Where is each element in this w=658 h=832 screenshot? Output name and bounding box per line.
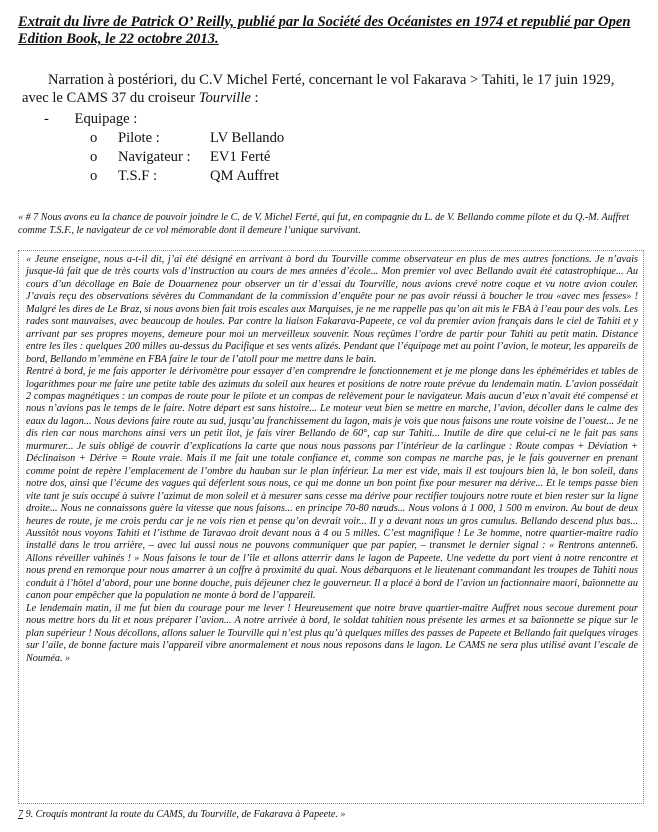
list-bullet: o (90, 168, 98, 184)
ship-name: Tourville (198, 90, 251, 106)
narration-paragraph (22, 71, 638, 107)
list-bullet: o (90, 130, 98, 146)
quote-box (18, 250, 644, 804)
crew-name: LV Bellando (210, 130, 285, 146)
equipage-label: Equipage : (74, 111, 138, 127)
crew-role: Navigateur : (118, 149, 191, 165)
equipage-dash: - (44, 111, 49, 127)
crew-role: T.S.F : (118, 168, 158, 184)
quote-paragraph: Rentré à bord, je me fais apporter le dérivomètre pour essayer d’en comprendre le fonctionnement et je me plonge dans les éphémérides et tables de logarithmes pour me faire une petite table des azimuts du soleil aux heures et positions de notre route prévue du lendemain matin. L’avion possédait 2 compas magnétiques : un compas de route pour le pilote et un compas de relèvement pour le navigateur. Mais aucun d’eux n’avait été compensé et nous n’avions pas le temps de le faire. Notre départ est sans histoire... Le moteur veut bien se mettre en marche, l’avion, décoller dans le calme des eaux du lagon... Nous devions faire route au sud, jusqu’au franchissement du lagon, mais je vois que nous faisons une route voisine de l’ouest... Je ne dis rien car nous marchons ainsi vers un petit îlot, je fais virer Bellando de 60°, cap sur Tahiti... Inutile de dire que celui-ci ne le fait pas sans murmurer... Je suis obligé de couvrir d’explications la carte que nous nous passons par l’intérieur de la carlingue : Route compas + Déviation + Déclinaison + Dérive = Route vraie. Mais il me fait une totale confiance et, comme son compas ne marche pas, je le fais gouverner en prenant comme point de repère l’emplacement de l’ombre du hauban sur le plan inférieur. La mer est vide, mais il est toujours bien là, le bon soleil, dans notre dos, ainsi que l’écume des vagues qui déferlent sous nous, ce qui me donne un bon point fixe pour mesurer ma dérive... Et le temps passe bien vite tant je suis occupé à suivre l’azimut de mon soleil et à mesurer sans cesse ma dérive pour rectifier toujours notre route et bien rester sur la ligne droite... Nous ne connaissons guère la vitesse que nous faisons... en principe 70-80 nœuds... Nous volons à 1 000, 1 500 m environ. Au bout de deux heures de route, je me crois perdu car je ne vois rien et pense qu’on devrait voir... Il y a devant nous un gros cumulus. Bellando descend plus bas... Aussitôt nous voyons Tahiti et l’isthme de Taravao droit devant nous à 4 ou 5 milles. C’est magnifique ! Le 3e homme, notre quartier-maître radio installé dans le trou arrière, – avec lui aussi nous ne pouvons communiquer que par papier, – transmet le dernier signal : « Rentrons antenne6. Allons réveiller vahinés ! » Nous faisons le tour de l’île et allons atterrir dans le lagon de Papeete. Une vedette du port vient à notre rencontre et nous prend en remorque pour nous amarrer à un coffre à proximité du quai. Nous débarquons et le lieutenant commandant les troupes de Tahiti nous conduit à l’hôtel d’abord, pour une bonne douche, puis déjeuner chez le gouverneur. Il a placé à bord de l’avion un factionnaire maori, baïonnette au canon pour empêcher que la population ne monte à bord de l’appareil. (26, 366, 638, 602)
document-title: Extrait du livre de Patrick O’ Reilly, publié par la Société des Océanistes en 1974 et republié par Open Edition Book, le 22 octobre 2013. (18, 14, 631, 47)
list-bullet: o (90, 149, 98, 165)
intro-paragraph: « # 7 Nous avons eu la chance de pouvoir joindre le C. de V. Michel Ferté, qui fut, en compagnie du L. de V. Bellando comme pilote et du Q.-M. Auffret comme T.S.F., le navigateur de ce vol mémorable dont il demeure l’unique survivant. (18, 212, 630, 236)
quote-paragraph: Le lendemain matin, il me fut bien du courage pour me lever ! Heureusement que notre brave quartier-maître Auffret nous secoue durement pour nous mettre hors du lit et nous préparer l’avion... A notre arrivée à bord, le soldat tahitien nous présente les armes et sa baïonnette se pique sur le plan supérieur ! Nous décollons, allons saluer le Tourville qui n’est plus qu’à quelques milles des passes de Papeete et Bellando fait quelques virages sur l’aile, de bonne facture mais l’appareil vibre anormalement et nous nous reposons dans le lagon. Le CAMS ne sera plus utilisé avant l’escale de Nouméa. » (26, 602, 638, 664)
crew-role: Pilote : (118, 130, 160, 146)
caption-number[interactable]: 7 (18, 809, 24, 820)
equipage-heading (44, 110, 137, 128)
figure-caption (18, 808, 638, 821)
crew-name: QM Auffret (210, 168, 280, 184)
caption-text: 9. Croquis montrant la route du CAMS, du Tourville, de Fakarava à Papeete. » (23, 809, 346, 820)
crew-name: EV1 Ferté (210, 149, 271, 165)
quote-paragraph: « Jeune enseigne, nous a-t-il dit, j’ai été désigné en arrivant à bord du Tourville comme observateur en plus de mes autres fonctions. Je n’avais jusque-là fait que de très courts vols d’instruction au cours de mes années d’école... Mon premier vol avec Bellando avait été catastrophique... Au cours d’un décollage en Baie de Douarnenez pour observer un tir d’essai du Tourville, nous avions crevé notre coque et vu notre avion couler. J’avais reçu des observations sévères du Commandant de la commission d’enquête pour ne pas avoir réussi à boucher le trou «avec mes fesses» ! Malgré les dires de Le Braz, si nous avons bien fait trois escales aux Marquises, je ne me rappelle pas qu’on ait mis le FBA à l’eau pour des vols. Les rades sont mauvaises, avec beaucoup de houles. Par contre la liaison Fakarava-Papeete, ce vol du premier avion français dans le ciel de Tahiti et y arrivant par ses propres moyens, demeure pour moi un merveilleux souvenir. Nous reçûmes l’ordre de partir pour Tahiti au petit matin. Distance entre les îles : quelques 200 milles au-dessus du Pacifique et ses vents alizés. Pendant que l’équipage met au point l’avion, le moteur, les appareils de bord, Bellando m’emmène en FBA faire le tour de l’atoll pour me mettre dans le bain. (26, 254, 638, 365)
narration-text: Narration à postériori, du C.V Michel Ferté, concernant le vol Fakarava > Tahiti, le 17 juin 1929, avec le CAMS 37 du croiseur (22, 72, 615, 106)
narration-end: : (250, 90, 259, 106)
